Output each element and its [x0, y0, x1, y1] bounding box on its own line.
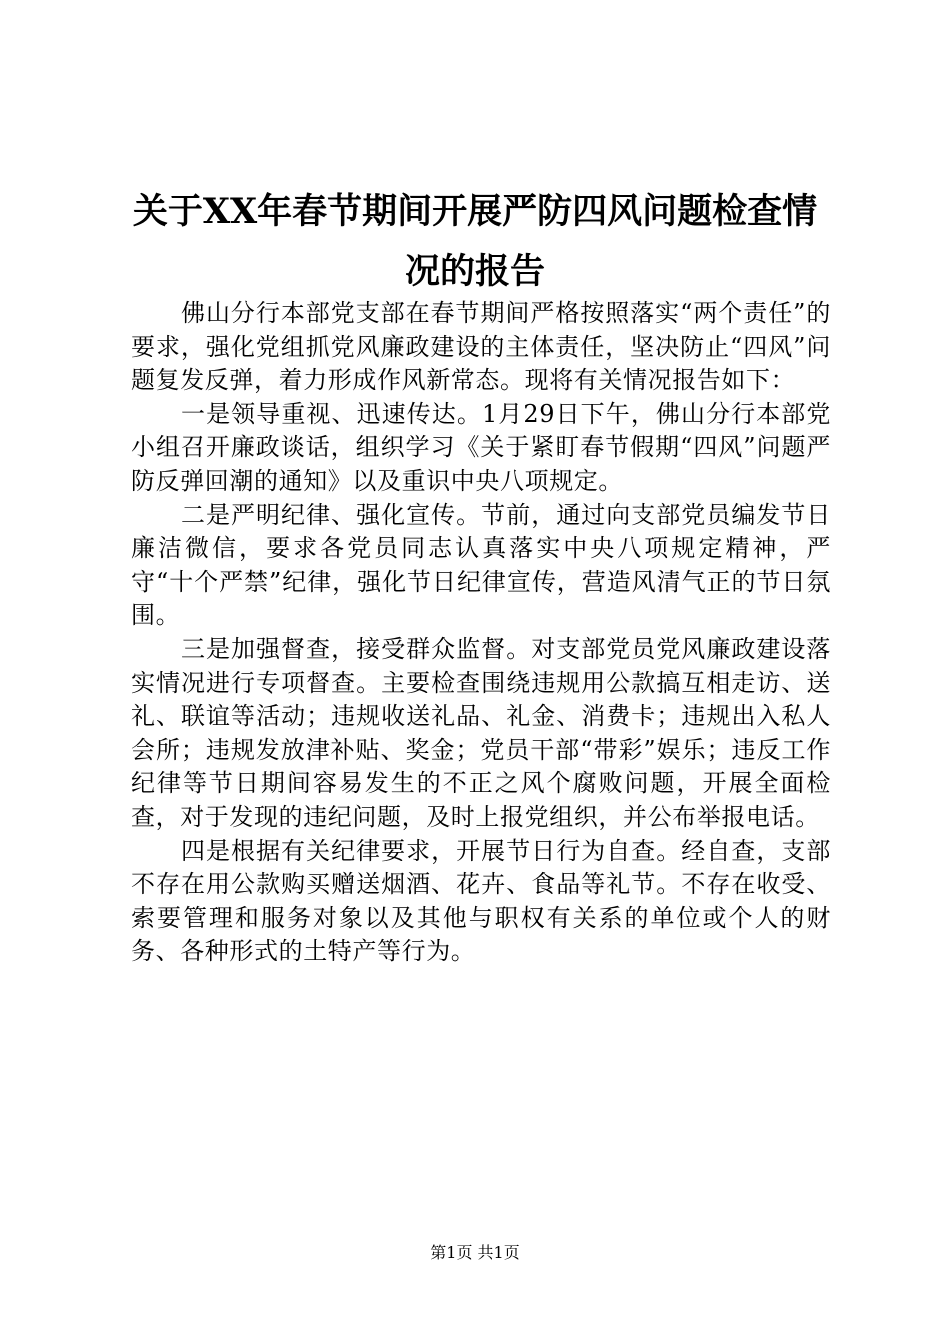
document-body — [131, 297, 831, 969]
paragraph-supervision: 三是加强督查，接受群众监督。对支部党员党风廉政建设落实情况进行专项督查。主要检查围绕违规用公款搞互相走访、送礼、联谊等活动；违规收送礼品、礼金、消费卡；违规出入私人会所；违规发放津补贴、奖金；党员干部“带彩”娱乐；违反工作纪律等节日期间容易发生的不正之风个腐败问题，开展全面检查，对于发现的违纪问题，及时上报党组织，并公布举报电话。 — [131, 634, 831, 831]
page-footer: 第1页 共1页 — [430, 1243, 520, 1262]
paragraph-intro: 佛山分行本部党支部在春节期间严格按照落实“两个责任”的要求，强化党组抓党风廉政建设的主体责任，坚决防止“四风”问题复发反弹，着力形成作风新常态。现将有关情况报告如下： — [131, 299, 831, 395]
paragraph-discipline: 二是严明纪律、强化宣传。节前，通过向支部党员编发节日廉洁微信，要求各党员同志认真落实中央八项规定精神，严守“十个严禁”纪律，强化节日纪律宣传，营造风清气正的节日氛围。 — [131, 500, 831, 630]
paragraph-self-check: 四是根据有关纪律要求，开展节日行为自查。经自查，支部不存在用公款购买赠送烟酒、花卉、食品等礼节。不存在收受、索要管理和服务对象以及其他与职权有关系的单位或个人的财务、各种形式的土特产等行为。 — [131, 836, 831, 966]
document-title: 关于XX年春节期间开展严防四风问题检查情况的报告 — [132, 191, 818, 292]
paragraph-leadership: 一是领导重视、迅速传达。1月29日下午，佛山分行本部党小组召开廉政谈话，组织学习《关于紧盯春节假期“四风”问题严防反弹回潮的通知》以及重识中央八项规定。 — [131, 399, 831, 495]
